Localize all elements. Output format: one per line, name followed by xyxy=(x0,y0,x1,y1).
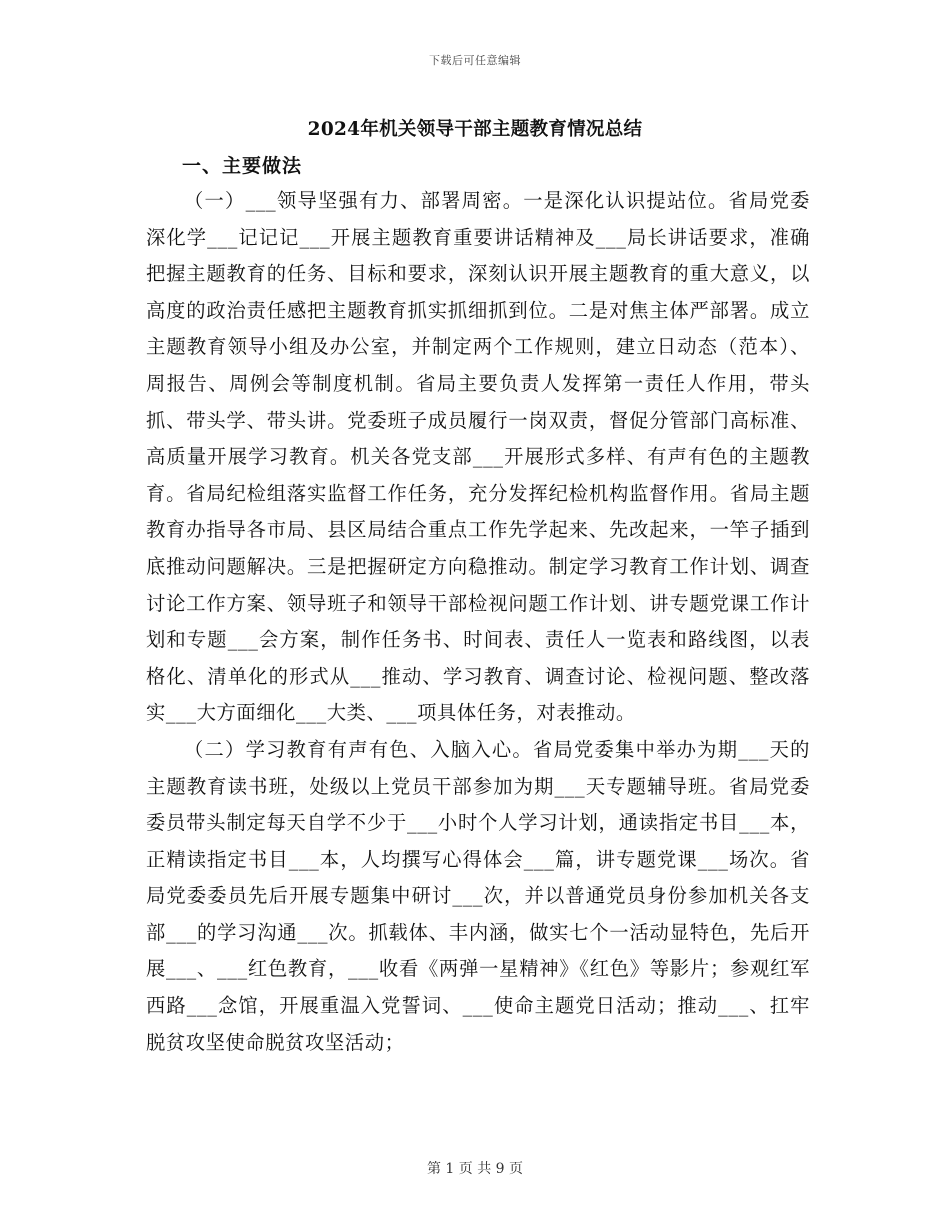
document-body xyxy=(146,183,810,1061)
document-title: 2024年机关领导干部主题教育情况总结 xyxy=(307,119,643,140)
page-number: 第 1 页 共 9 页 xyxy=(426,1161,524,1177)
section-heading: 一、主要做法 xyxy=(182,155,303,177)
paragraph-1: （一）___领导坚强有力、部署周密。一是深化认识提站位。省局党委深化学___记记记___开展主题教育重要讲话精神及___局长讲话要求，准确把握主题教育的任务、目标和要求，深刻认识开展主题教育的重大意义，以高度的政治责任感把主题教育抓实抓细抓到位。二是对焦主体严部署。成立主题教育领导小组及办公室，并制定两个工作规则，建立日动态（范本）、周报告、周例会等制度机制。省局主要负责人发挥第一责任人作用，带头抓、带头学、带头讲。党委班子成员履行一岗双责，督促分管部门高标准、高质量开展学习教育。机关各党支部___开展形式多样、有声有色的主题教育。省局纪检组落实监督工作任务，充分发挥纪检机构监督作用。省局主题教育办指导各市局、县区局结合重点工作先学起来、先改起来，一竿子插到底推动问题解决。三是把握研定方向稳推动。制定学习教育工作计划、调查讨论工作方案、领导班子和领导干部检视问题工作计划、讲专题党课工作计划和专题___会方案，制作任务书、时间表、责任人一览表和路线图，以表格化、清单化的形式从___推动、学习教育、调查讨论、检视问题、整改落实___大方面细化___大类、___项具体任务，对表推动。 xyxy=(146,189,810,725)
page-header-note: 下载后可任意编辑 xyxy=(429,54,521,67)
paragraph-2: （二）学习教育有声有色、入脑入心。省局党委集中举办为期___天的主题教育读书班，处级以上党员干部参加为期___天专题辅导班。省局党委委员带头制定每天自学不少于___小时个人学习计划，通读指定书目___本，正精读指定书目___本，人均撰写心得体会___篇，讲专题党课___场次。省局党委委员先后开展专题集中研讨___次，并以普通党员身份参加机关各支部___的学习沟通___次。抓载体、丰内涵，做实七个一活动显特色，先后开展___、___红色教育，___收看《两弹一星精神》《红色》等影片；参观红军西路___念馆，开展重温入党誓词、___使命主题党日活动；推动___、扛牢脱贫攻坚使命脱贫攻坚活动； xyxy=(146,737,810,1054)
